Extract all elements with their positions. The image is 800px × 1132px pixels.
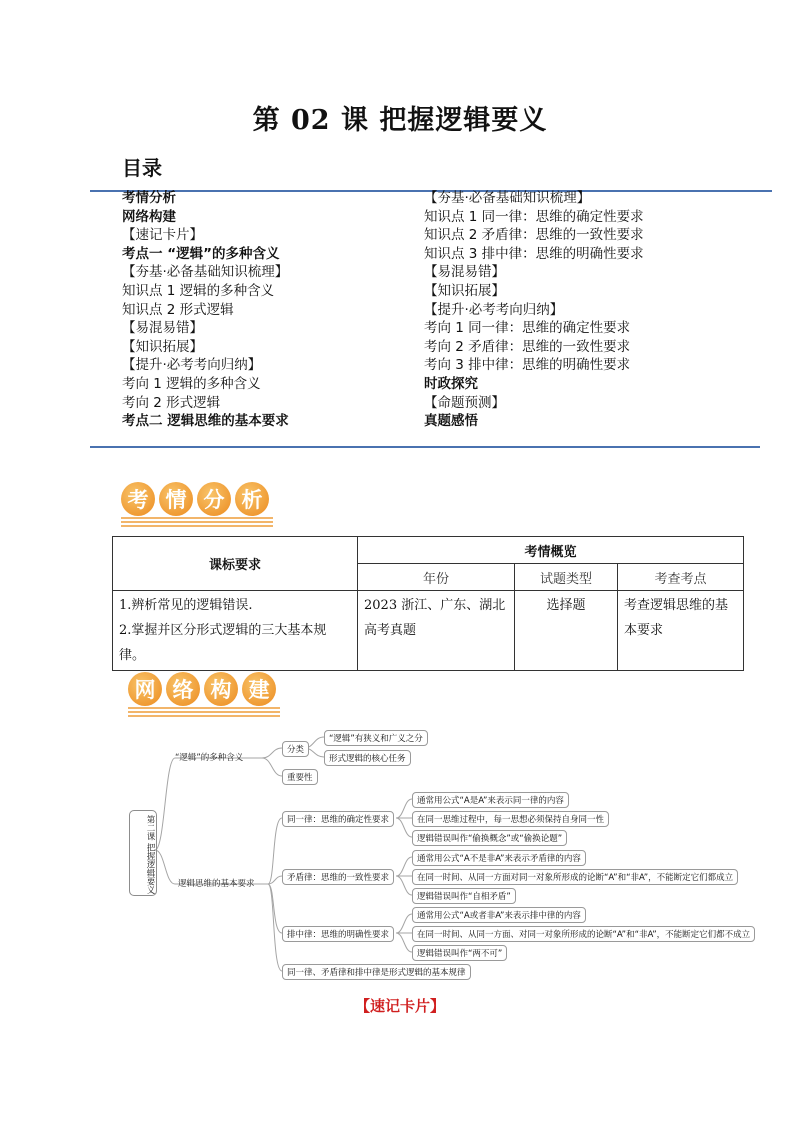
mindmap-leaf: 在同一时间、从同一方面对同一对象所形成的论断“A”和“非A”，不能断定它们都成立: [412, 869, 738, 885]
mindmap-leaf: 在同一时间、从同一方面、对同一对象所形成的论断“A”和“非A”，不能断定它们都不成立: [412, 926, 755, 942]
table-subheader: 考查考点: [618, 564, 744, 591]
mindmap-summary: 同一律、矛盾律和排中律是形式逻辑的基本规律: [282, 964, 471, 980]
banner-char: 情: [159, 482, 193, 516]
requirement-item: 1.辨析常见的逻辑错误.: [119, 598, 253, 613]
mindmap-leaf: “逻辑”有狭义和广义之分: [324, 730, 428, 746]
mindmap-leaf: 形式逻辑的核心任务: [324, 750, 411, 766]
table-cell-point: 考查逻辑思维的基本要求: [618, 591, 744, 671]
toc-link[interactable]: 【命题预测】: [424, 394, 505, 411]
requirement-item: 2.掌握并区分形式逻辑的三大基本规律。: [119, 623, 327, 663]
toc-link[interactable]: 【夯基·必备基础知识梳理】: [122, 264, 289, 281]
mindmap-leaf: 通常用公式“A或者非A”来表示排中律的内容: [412, 907, 586, 923]
toc-link[interactable]: 考向 1 逻辑的多种含义: [122, 375, 261, 392]
banner-char: 构: [204, 672, 238, 706]
mindmap-branch: “逻辑”的多种含义: [175, 753, 244, 763]
toc-heading: 目录: [122, 156, 162, 180]
banner-char: 网: [128, 672, 162, 706]
toc-link[interactable]: 时政探究: [424, 375, 478, 392]
toc-link[interactable]: 知识点 2 矛盾律：思维的一致性要求: [424, 227, 644, 244]
toc-link[interactable]: 【易混易错】: [122, 320, 203, 337]
mindmap-leaf: 逻辑错误叫作“自相矛盾”: [412, 888, 516, 904]
banner-char: 建: [242, 672, 276, 706]
toc-link[interactable]: 考向 2 矛盾律：思维的一致性要求: [424, 338, 631, 355]
toc-link[interactable]: 考向 1 同一律：思维的确定性要求: [424, 320, 631, 337]
banner-char: 络: [166, 672, 200, 706]
toc-link[interactable]: 考向 2 形式逻辑: [122, 394, 221, 411]
mindmap-leaf: 逻辑错误叫作“两不可”: [412, 945, 507, 961]
mindmap-leaf: 通常用公式“A是A”来表示同一律的内容: [412, 792, 569, 808]
mindmap-law-node: 矛盾律：思维的一致性要求: [282, 869, 394, 885]
table-header: 课标要求: [113, 537, 358, 591]
toc-link[interactable]: 考向 3 排中律：思维的明确性要求: [424, 357, 631, 374]
toc-link[interactable]: 考点二 逻辑思维的基本要求: [122, 413, 289, 430]
toc-link[interactable]: 考点一 “逻辑”的多种含义: [122, 245, 280, 262]
table-cell-type: 选择题: [515, 591, 618, 671]
toc-link[interactable]: 【知识拓展】: [122, 338, 203, 355]
toc-link[interactable]: 真题感悟: [424, 413, 478, 430]
banner-char: 分: [197, 482, 231, 516]
table-subheader: 试题类型: [515, 564, 618, 591]
mindmap-leaf: 逻辑错误叫作“偷换概念”或“偷换论题”: [412, 830, 567, 846]
banner-char: 析: [235, 482, 269, 516]
mindmap-node: 分类: [282, 741, 309, 757]
table-subheader: 年份: [358, 564, 515, 591]
toc-link[interactable]: 知识点 3 排中律：思维的明确性要求: [424, 245, 644, 262]
toc-link[interactable]: 知识点 2 形式逻辑: [122, 301, 234, 318]
quick-card-heading: 【速记卡片】: [354, 997, 445, 1015]
toc-link[interactable]: 【知识拓展】: [424, 282, 505, 299]
toc-link[interactable]: 知识点 1 同一律：思维的确定性要求: [424, 208, 644, 225]
banner-char: 考: [121, 482, 155, 516]
toc-link[interactable]: 【易混易错】: [424, 264, 505, 281]
toc-link[interactable]: 网络构建: [122, 208, 176, 225]
mindmap-leaf: 通常用公式“A不是非A”来表示矛盾律的内容: [412, 850, 586, 866]
page-title: 第 02 课 把握逻辑要义: [252, 105, 548, 136]
toc-link[interactable]: 【提升·必考考向归纳】: [122, 357, 262, 374]
mindmap-node: 重要性: [282, 769, 318, 785]
table-cell-year: 2023 浙江、广东、湖北高考真题: [358, 591, 515, 671]
mindmap-law-node: 排中律：思维的明确性要求: [282, 926, 394, 942]
toc-link[interactable]: 【速记卡片】: [122, 227, 203, 244]
toc-link[interactable]: 【提升·必考考向归纳】: [424, 301, 564, 318]
toc-link[interactable]: 考情分析: [122, 190, 176, 206]
toc-link[interactable]: 【夯基·必备基础知识梳理】: [424, 190, 591, 206]
table-header: 考情概览: [358, 537, 744, 564]
mindmap-law-node: 同一律：思维的确定性要求: [282, 811, 394, 827]
mindmap-root: 第二课 把握逻辑要义: [129, 810, 157, 896]
toc-link[interactable]: 知识点 1 逻辑的多种含义: [122, 282, 275, 299]
mindmap-leaf: 在同一思维过程中，每一思想必须保持自身同一性: [412, 811, 609, 827]
mindmap-branch: 逻辑思维的基本要求: [178, 879, 255, 889]
